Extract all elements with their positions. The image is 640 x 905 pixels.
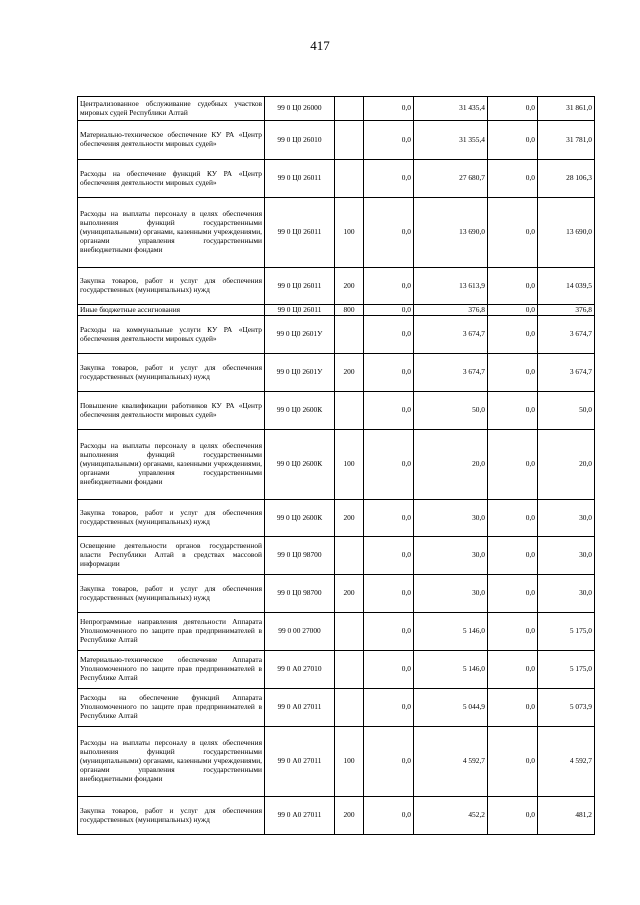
row-value-3: 0,0 [488,500,538,537]
table-row [78,689,595,727]
table-row [78,537,595,575]
row-name: Иные бюджетные ассигнования [78,305,265,316]
row-value-1: 0,0 [364,392,414,430]
row-name: Расходы на выплаты персоналу в целях обеспечения выполнения функций государственными (муниципальными) органами, казенными учреждениями, органами управления государственными внебюджетными фондами [78,727,265,797]
row-expense-type [335,392,364,430]
row-value-1: 0,0 [364,727,414,797]
row-value-1: 0,0 [364,797,414,835]
table-row [78,613,595,651]
row-value-2: 30,0 [414,537,488,575]
row-target-article: 99 0 Ц0 26011 [265,198,335,268]
row-target-article: 99 0 Ц0 2600К [265,500,335,537]
row-target-article: 99 0 Ц0 26011 [265,305,335,316]
row-expense-type [335,97,364,121]
row-target-article: 99 0 А0 27011 [265,727,335,797]
table-row [78,316,595,354]
row-value-3: 0,0 [488,316,538,354]
row-name: Закупка товаров, работ и услуг для обеспечения государственных (муниципальных) нужд [78,354,265,392]
row-value-2: 31 355,4 [414,121,488,160]
row-target-article: 99 0 Ц0 2601У [265,354,335,392]
row-value-2: 20,0 [414,430,488,500]
row-value-2: 5 044,9 [414,689,488,727]
row-value-4: 5 073,9 [538,689,595,727]
row-value-2: 5 146,0 [414,651,488,689]
row-expense-type: 100 [335,727,364,797]
row-value-4: 28 106,3 [538,160,595,198]
row-name: Освещение деятельности органов государственной власти Республики Алтай в средствах массовой информации [78,537,265,575]
row-value-4: 13 690,0 [538,198,595,268]
row-value-2: 3 674,7 [414,354,488,392]
row-value-3: 0,0 [488,97,538,121]
row-value-3: 0,0 [488,354,538,392]
row-value-2: 30,0 [414,575,488,613]
table-row [78,268,595,305]
row-name: Закупка товаров, работ и услуг для обеспечения государственных (муниципальных) нужд [78,575,265,613]
table-row [78,575,595,613]
row-value-4: 3 674,7 [538,354,595,392]
row-value-1: 0,0 [364,160,414,198]
row-value-3: 0,0 [488,727,538,797]
row-expense-type: 100 [335,430,364,500]
row-value-1: 0,0 [364,316,414,354]
row-value-4: 20,0 [538,430,595,500]
table-row [78,797,595,835]
row-name: Расходы на обеспечение функций Аппарата Уполномоченного по защите прав предпринимателей в Республике Алтай [78,689,265,727]
row-target-article: 99 0 Ц0 2601У [265,316,335,354]
row-value-2: 4 592,7 [414,727,488,797]
row-value-2: 376,8 [414,305,488,316]
row-value-1: 0,0 [364,613,414,651]
budget-table-body [78,97,595,835]
row-target-article: 99 0 Ц0 2600К [265,430,335,500]
row-value-2: 50,0 [414,392,488,430]
row-value-3: 0,0 [488,575,538,613]
row-target-article: 99 0 Ц0 26011 [265,160,335,198]
row-value-1: 0,0 [364,430,414,500]
row-name: Расходы на коммунальные услуги КУ РА «Центр обеспечения деятельности мировых судей» [78,316,265,354]
row-value-4: 30,0 [538,500,595,537]
row-target-article: 99 0 Ц0 26000 [265,97,335,121]
row-name: Расходы на выплаты персоналу в целях обеспечения выполнения функций государственными (муниципальными) органами, казенными учреждениями, органами управления государственными внебюджетными фондами [78,198,265,268]
row-expense-type: 200 [335,354,364,392]
table-row [78,121,595,160]
row-value-4: 30,0 [538,575,595,613]
table-row [78,430,595,500]
row-value-3: 0,0 [488,160,538,198]
row-value-3: 0,0 [488,392,538,430]
table-row [78,160,595,198]
page-number: 417 [310,38,330,53]
row-value-3: 0,0 [488,651,538,689]
row-value-3: 0,0 [488,613,538,651]
row-value-4: 50,0 [538,392,595,430]
row-name: Материально-техническое обеспечение Аппарата Уполномоченного по защите прав предпринимателей в Республике Алтай [78,651,265,689]
row-value-3: 0,0 [488,305,538,316]
table-row [78,500,595,537]
row-expense-type: 800 [335,305,364,316]
row-value-2: 30,0 [414,500,488,537]
row-value-2: 5 146,0 [414,613,488,651]
row-name: Закупка товаров, работ и услуг для обеспечения государственных (муниципальных) нужд [78,500,265,537]
row-value-2: 3 674,7 [414,316,488,354]
row-expense-type [335,651,364,689]
row-value-1: 0,0 [364,121,414,160]
row-value-3: 0,0 [488,121,538,160]
row-value-4: 5 175,0 [538,613,595,651]
row-value-2: 13 613,9 [414,268,488,305]
row-value-1: 0,0 [364,354,414,392]
row-value-1: 0,0 [364,198,414,268]
row-expense-type [335,537,364,575]
row-value-4: 30,0 [538,537,595,575]
row-target-article: 99 0 Ц0 2600К [265,392,335,430]
row-value-3: 0,0 [488,537,538,575]
row-value-4: 376,8 [538,305,595,316]
row-value-3: 0,0 [488,797,538,835]
table-row [78,651,595,689]
row-value-2: 27 680,7 [414,160,488,198]
row-value-1: 0,0 [364,575,414,613]
row-name: Повышение квалификации работников КУ РА «Центр обеспечения деятельности мировых судей» [78,392,265,430]
row-value-1: 0,0 [364,305,414,316]
row-value-4: 14 039,5 [538,268,595,305]
row-expense-type [335,689,364,727]
row-value-1: 0,0 [364,689,414,727]
row-value-4: 5 175,0 [538,651,595,689]
row-target-article: 99 0 00 27000 [265,613,335,651]
table-row [78,727,595,797]
row-expense-type: 200 [335,500,364,537]
row-value-3: 0,0 [488,268,538,305]
row-value-2: 31 435,4 [414,97,488,121]
row-target-article: 99 0 А0 27011 [265,797,335,835]
row-name: Материально-техническое обеспечение КУ РА «Центр обеспечения деятельности мировых судей» [78,121,265,160]
row-value-2: 13 690,0 [414,198,488,268]
row-expense-type [335,613,364,651]
row-value-4: 31 861,0 [538,97,595,121]
row-expense-type [335,121,364,160]
table-row [78,354,595,392]
row-value-4: 31 781,0 [538,121,595,160]
row-name: Закупка товаров, работ и услуг для обеспечения государственных (муниципальных) нужд [78,268,265,305]
row-expense-type: 200 [335,268,364,305]
row-target-article: 99 0 А0 27010 [265,651,335,689]
row-name: Непрограммные направления деятельности Аппарата Уполномоченного по защите прав предпринимателей в Республике Алтай [78,613,265,651]
row-expense-type: 200 [335,575,364,613]
budget-table [77,96,595,835]
row-value-4: 3 674,7 [538,316,595,354]
row-expense-type [335,316,364,354]
row-expense-type: 200 [335,797,364,835]
row-expense-type: 100 [335,198,364,268]
row-target-article: 99 0 А0 27011 [265,689,335,727]
row-value-1: 0,0 [364,97,414,121]
table-row [78,198,595,268]
row-expense-type [335,160,364,198]
table-row [78,392,595,430]
row-target-article: 99 0 Ц0 98700 [265,575,335,613]
row-value-3: 0,0 [488,689,538,727]
row-name: Централизованное обслуживание судебных участков мировых судей Республики Алтай [78,97,265,121]
row-target-article: 99 0 Ц0 26010 [265,121,335,160]
row-value-1: 0,0 [364,537,414,575]
row-name: Расходы на выплаты персоналу в целях обеспечения выполнения функций государственными (муниципальными) органами, казенными учреждениями, органами управления государственными внебюджетными фондами [78,430,265,500]
row-target-article: 99 0 Ц0 98700 [265,537,335,575]
row-name: Расходы на обеспечение функций КУ РА «Центр обеспечения деятельности мировых судей» [78,160,265,198]
table-row [78,305,595,316]
row-value-1: 0,0 [364,500,414,537]
row-value-1: 0,0 [364,268,414,305]
row-value-4: 4 592,7 [538,727,595,797]
row-value-2: 452,2 [414,797,488,835]
table-row [78,97,595,121]
row-target-article: 99 0 Ц0 26011 [265,268,335,305]
row-value-3: 0,0 [488,430,538,500]
row-value-1: 0,0 [364,651,414,689]
row-name: Закупка товаров, работ и услуг для обеспечения государственных (муниципальных) нужд [78,797,265,835]
row-value-3: 0,0 [488,198,538,268]
row-value-4: 481,2 [538,797,595,835]
